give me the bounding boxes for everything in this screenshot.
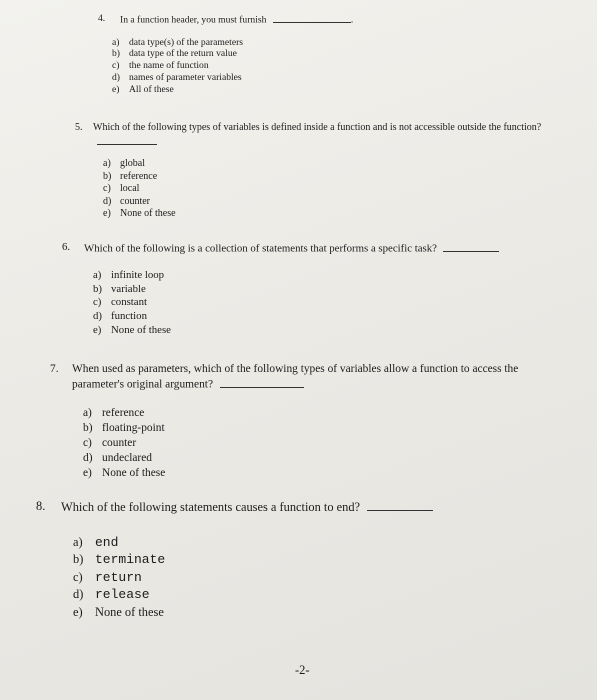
option-e[interactable] [103, 208, 545, 221]
option-d[interactable] [112, 72, 478, 84]
option-text: floating-point [102, 421, 165, 434]
question-number: 5. [75, 122, 83, 133]
question-6 [62, 241, 557, 337]
option-a[interactable] [112, 37, 478, 49]
question-text-content: Which of the following statements causes a function to end? [61, 500, 361, 515]
option-text: data type(s) of the parameters [129, 36, 244, 48]
answer-blank[interactable] [367, 499, 433, 511]
question-stem [36, 499, 556, 516]
option-letter: c) [112, 60, 120, 72]
option-text: end [95, 534, 119, 550]
options-list [93, 269, 557, 337]
option-letter: b) [93, 282, 102, 295]
question-text [93, 122, 545, 149]
option-letter: a) [103, 158, 111, 169]
option-letter: d) [93, 309, 102, 322]
question-stem [62, 241, 557, 256]
option-text: reference [102, 406, 145, 419]
option-text: terminate [95, 552, 166, 568]
option-e[interactable] [93, 324, 557, 338]
options-list [73, 535, 556, 623]
options-list [103, 158, 545, 221]
option-c[interactable] [83, 436, 570, 451]
option-text: reference [120, 170, 158, 182]
question-number: 6. [62, 241, 71, 253]
option-letter: a) [93, 269, 102, 282]
option-letter: c) [73, 569, 83, 584]
option-text: the name of function [129, 60, 209, 72]
option-c[interactable] [93, 296, 557, 310]
option-a[interactable] [93, 269, 557, 283]
option-letter: d) [83, 451, 93, 464]
option-text: undeclared [102, 451, 152, 464]
options-list [112, 37, 478, 96]
option-text: constant [111, 296, 147, 309]
option-a[interactable] [103, 158, 545, 171]
question-stem [50, 362, 570, 392]
option-e[interactable] [112, 84, 478, 96]
option-d[interactable] [73, 587, 556, 605]
option-c[interactable] [103, 183, 545, 196]
question-number: 4. [98, 13, 106, 24]
option-text: counter [120, 195, 150, 207]
option-text: return [95, 569, 142, 585]
question-number: 7. [50, 363, 59, 375]
option-letter: d) [112, 72, 120, 83]
question-text [72, 362, 570, 392]
option-letter: c) [83, 436, 92, 449]
option-b[interactable] [103, 171, 545, 184]
option-text: variable [111, 282, 146, 295]
question-text [120, 13, 478, 27]
question-text-content: In a function header, you must furnish [120, 14, 267, 26]
option-letter: d) [73, 587, 84, 602]
option-d[interactable] [103, 196, 545, 209]
option-text: release [95, 587, 150, 603]
page-number: -2- [295, 663, 310, 677]
option-letter: b) [112, 48, 120, 60]
option-letter: e) [73, 605, 83, 620]
option-letter: b) [103, 170, 112, 182]
option-c[interactable] [112, 60, 478, 72]
question-stem [75, 122, 545, 149]
options-list [83, 406, 570, 481]
question-text-content: When used as parameters, which of the following types of variables allow a function to access the parameter's original argument? [72, 363, 519, 391]
answer-blank[interactable] [97, 135, 157, 145]
option-letter: b) [83, 421, 93, 434]
option-text: function [111, 309, 147, 322]
option-b[interactable] [93, 283, 557, 297]
option-text: data type of the return value [129, 48, 237, 60]
option-e[interactable] [83, 466, 570, 481]
option-letter: c) [93, 296, 102, 309]
option-letter: d) [103, 195, 112, 207]
question-number: 8. [36, 499, 46, 513]
option-text: local [120, 183, 140, 195]
question-stem [98, 13, 478, 27]
answer-blank[interactable] [443, 241, 499, 252]
option-d[interactable] [93, 310, 557, 324]
option-a[interactable] [83, 406, 570, 421]
option-letter: e) [93, 323, 102, 336]
option-letter: a) [83, 406, 92, 419]
option-text: None of these [95, 605, 164, 620]
option-letter: b) [73, 552, 84, 567]
option-text: global [120, 158, 145, 169]
end-mark: . [350, 14, 354, 26]
option-letter: c) [103, 183, 111, 195]
question-7 [50, 362, 570, 481]
option-letter: e) [83, 466, 92, 479]
option-text: All of these [129, 83, 174, 95]
option-text: None of these [102, 466, 166, 479]
option-e[interactable] [73, 605, 556, 623]
question-4 [98, 13, 478, 96]
option-text: infinite loop [111, 269, 165, 282]
question-text-content: Which of the following types of variables is defined inside a function and is not accessible outside the function? [93, 122, 542, 133]
option-d[interactable] [83, 451, 570, 466]
option-text: counter [102, 436, 137, 449]
option-text: None of these [111, 323, 171, 336]
option-c[interactable] [73, 570, 556, 588]
question-text-content: Which of the following is a collection of statements that performs a specific task? [84, 242, 437, 255]
option-letter: e) [112, 83, 120, 95]
option-b[interactable] [112, 48, 478, 60]
option-text: names of parameter variables [129, 72, 242, 83]
option-a[interactable] [73, 535, 556, 553]
option-letter: a) [112, 36, 120, 48]
option-letter: e) [103, 208, 111, 220]
option-letter: a) [73, 534, 83, 549]
question-5 [75, 122, 545, 221]
answer-blank[interactable] [220, 376, 304, 387]
option-text: None of these [120, 208, 176, 220]
answer-blank[interactable] [273, 13, 351, 23]
question-text [61, 499, 556, 516]
question-8 [36, 499, 556, 623]
option-b[interactable] [73, 552, 556, 570]
question-text [84, 241, 557, 256]
option-b[interactable] [83, 421, 570, 436]
